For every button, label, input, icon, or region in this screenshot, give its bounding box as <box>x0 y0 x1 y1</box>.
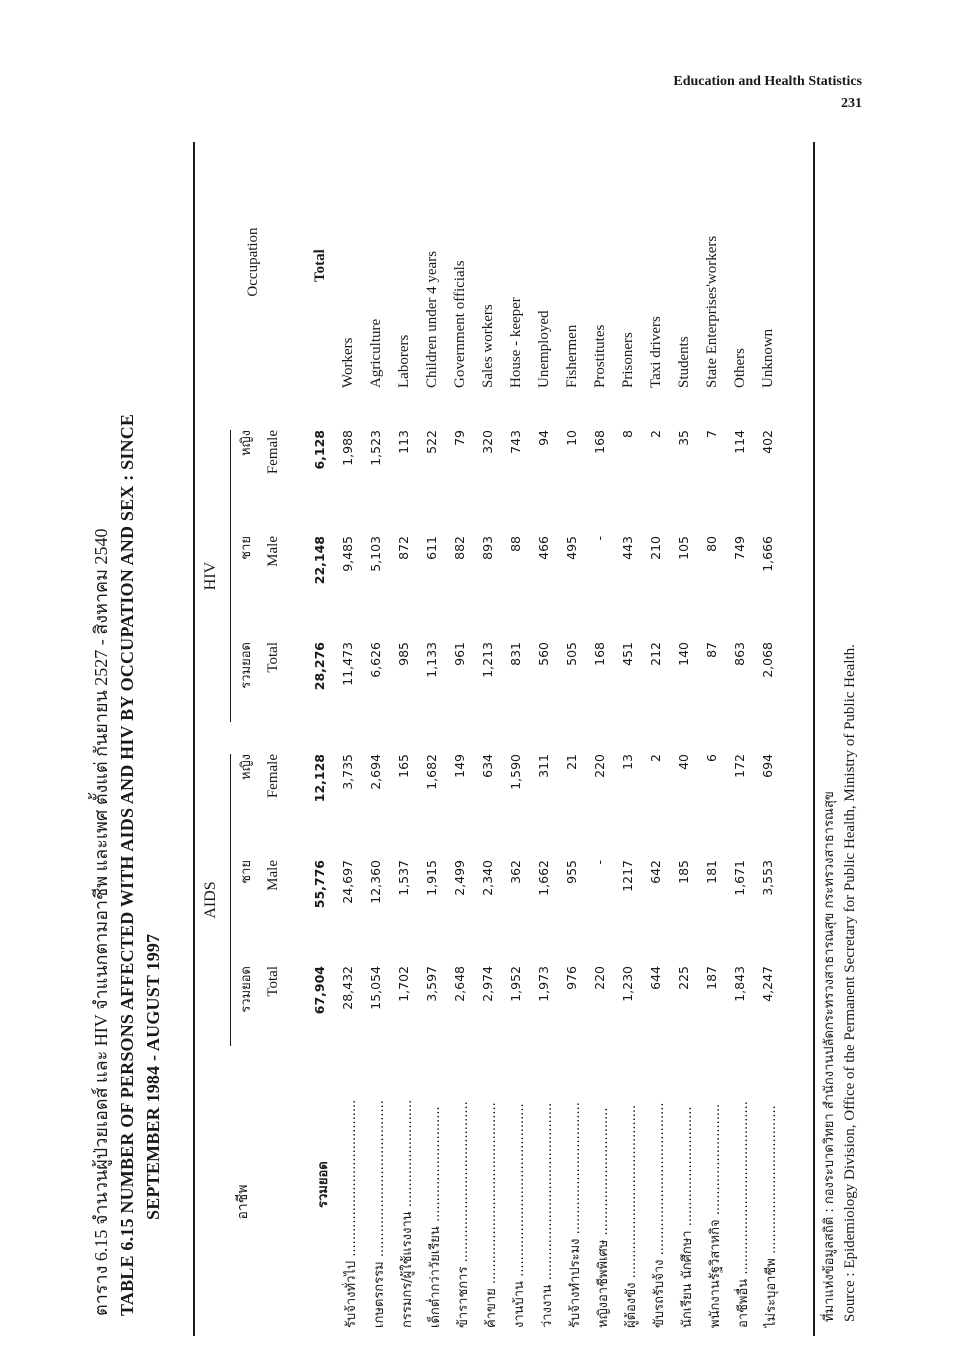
hiv-total-cell: 985 <box>396 642 411 666</box>
hiv-female-cell: 35 <box>676 430 691 446</box>
aids-total-cell: 976 <box>564 966 579 990</box>
aids-female-cell: 694 <box>760 754 775 778</box>
table-row <box>424 142 450 1342</box>
aids-total-cell: 1,973 <box>536 966 551 1002</box>
row-occupation-english: Children under 4 years <box>424 250 440 388</box>
hiv-male-cell: 9,485 <box>340 536 355 572</box>
row-occupation-english: Fishermen <box>564 324 580 388</box>
table-row <box>592 142 618 1342</box>
aids-total-cell: 15,054 <box>368 966 383 1010</box>
hiv-female-cell: 1,988 <box>340 430 355 466</box>
row-occupation-english: Taxi drivers <box>648 316 664 388</box>
aids-female-cell: 1,682 <box>424 754 439 790</box>
hiv-female-cell: 743 <box>508 430 523 454</box>
row-occupation-thai: ค้าขาย ............................................ <box>484 1102 499 1328</box>
table-row <box>480 142 506 1342</box>
row-occupation-english: Total <box>312 249 328 282</box>
hiv-total-cell: 863 <box>732 642 747 666</box>
row-occupation-english: House - keeper <box>508 297 524 388</box>
aids-group-header: AIDS <box>202 881 219 919</box>
hiv-male-cell: 893 <box>480 536 495 560</box>
row-occupation-thai: พนักงานรัฐวิสาหกิจ ........................... <box>708 1103 723 1328</box>
table-row <box>648 142 674 1342</box>
table-row <box>368 142 394 1342</box>
row-occupation-english: Laborers <box>396 334 412 388</box>
hiv-female-header: Female <box>265 430 281 475</box>
row-occupation-thai: ผู้ต้องขัง .......................................... <box>624 1104 639 1328</box>
hiv-male-cell: 749 <box>732 536 747 560</box>
table-row <box>760 142 786 1342</box>
aids-total-cell: 1,702 <box>396 966 411 1002</box>
aids-male-cell: 185 <box>676 860 691 884</box>
hiv-female-cell: 94 <box>536 430 551 446</box>
aids-male-cell: 642 <box>648 860 663 884</box>
table-row <box>732 142 758 1342</box>
aids-total-cell: 2,648 <box>452 966 467 1002</box>
row-occupation-thai: หญิงอาชีพพิเศษ ............................... <box>596 1107 611 1328</box>
table-title-thai: ตาราง 6.15 จำนวนผู้ป่วยเอดส์ และ HIV จำแนกตามอาชีพ และเพศ ตั้งแต่ กันยายน 2527 - สิงหาคม 2540 <box>91 528 111 1316</box>
hiv-male-cell: 495 <box>564 536 579 560</box>
hiv-total-cell: 451 <box>620 642 635 666</box>
aids-total-cell: 3,597 <box>424 966 439 1002</box>
aids-female-thai-header: หญิง <box>239 754 254 780</box>
row-occupation-english: Agriculture <box>368 318 384 388</box>
hiv-male-cell: 210 <box>648 536 663 560</box>
hiv-group-header: HIV <box>202 561 219 591</box>
hiv-total-cell: 831 <box>508 642 523 666</box>
hiv-male-header: Male <box>265 536 281 567</box>
hiv-total-cell: 1,133 <box>424 642 439 678</box>
running-header-section: Education and Health Statistics <box>673 74 862 89</box>
table-title-english-cont: SEPTEMBER 1984 - AUGUST 1997 <box>143 933 163 1220</box>
hiv-total-cell: 961 <box>452 642 467 666</box>
table-row <box>676 142 702 1342</box>
row-occupation-thai: งานบ้าน .......................................... <box>512 1103 527 1328</box>
row-occupation-english: State Enterprises'workers <box>704 235 720 388</box>
hiv-male-cell: 611 <box>424 536 439 560</box>
hiv-male-cell: 466 <box>536 536 551 560</box>
hiv-female-cell: 1,523 <box>368 430 383 466</box>
hiv-total-cell: 87 <box>704 642 719 658</box>
hiv-male-cell: 443 <box>620 536 635 560</box>
aids-female-cell: 220 <box>592 754 607 778</box>
table-row <box>620 142 646 1342</box>
hiv-female-cell: 113 <box>396 430 411 454</box>
row-occupation-english: Unknown <box>760 328 776 388</box>
hiv-male-cell: 105 <box>676 536 691 560</box>
aids-total-cell: 1,952 <box>508 966 523 1002</box>
row-occupation-english: Prostitutes <box>592 324 608 388</box>
aids-male-cell: - <box>592 860 607 865</box>
row-occupation-english: Unemployed <box>536 310 552 388</box>
aids-female-cell: 12,128 <box>312 754 327 803</box>
aids-male-cell: 55,776 <box>312 860 327 909</box>
hiv-total-cell: 168 <box>592 642 607 666</box>
aids-total-cell: 67,904 <box>312 966 327 1015</box>
table-row <box>396 142 422 1342</box>
row-occupation-thai: ข้าราชการ ....................................... <box>456 1101 471 1328</box>
row-occupation-english: Others <box>732 348 748 388</box>
row-occupation-thai: เกษตรกรรม ...................................... <box>372 1100 387 1328</box>
row-occupation-thai: เด็กต่ำกว่าวัยเรียน ............................ <box>428 1106 443 1328</box>
hiv-male-cell: 80 <box>704 536 719 552</box>
table-top-rule <box>193 142 195 1336</box>
hiv-total-cell: 11,473 <box>340 642 355 686</box>
row-occupation-english: Sales workers <box>480 304 496 388</box>
aids-male-thai-header: ชาย <box>239 860 254 884</box>
source-notes <box>812 644 872 1342</box>
aids-male-cell: 181 <box>704 860 719 884</box>
hiv-female-cell: 522 <box>424 430 439 454</box>
hiv-female-cell: 320 <box>480 430 495 454</box>
table-row <box>704 142 730 1342</box>
hiv-total-cell: 6,626 <box>368 642 383 678</box>
aids-total-cell: 2,974 <box>480 966 495 1002</box>
aids-male-cell: 2,340 <box>480 860 495 896</box>
table-row <box>452 142 478 1342</box>
hiv-female-cell: 7 <box>704 430 719 438</box>
aids-male-cell: 3,553 <box>760 860 775 896</box>
aids-male-cell: 1,537 <box>396 860 411 896</box>
table-row <box>508 142 534 1342</box>
table-row <box>340 142 366 1342</box>
aids-female-header: Female <box>265 754 281 799</box>
hiv-male-cell: 88 <box>508 536 523 552</box>
aids-male-cell: 1,915 <box>424 860 439 896</box>
aids-female-cell: 13 <box>620 754 635 770</box>
hiv-total-header: Total <box>265 642 281 673</box>
occupation-english-header: Occupation <box>245 227 261 297</box>
table-row-total <box>312 142 338 1342</box>
row-occupation-english: Students <box>676 336 692 388</box>
aids-female-cell: 172 <box>732 754 747 778</box>
row-occupation-thai: รับจ้างทำประมง ................................ <box>568 1102 583 1328</box>
aids-male-cell: 362 <box>508 860 523 884</box>
table-row <box>536 142 562 1342</box>
aids-female-cell: 165 <box>396 754 411 778</box>
aids-male-header: Male <box>265 860 281 891</box>
hiv-total-cell: 2,068 <box>760 642 775 678</box>
rotated-table-page <box>80 142 810 1342</box>
table-bottom-rule <box>813 142 815 1336</box>
aids-female-cell: 3,735 <box>340 754 355 790</box>
aids-male-cell: 1217 <box>620 860 635 892</box>
hiv-female-cell: 402 <box>760 430 775 454</box>
row-occupation-thai: ขับรถรับจ้าง ..................................... <box>652 1102 667 1328</box>
aids-group-rule <box>230 754 231 1046</box>
aids-male-cell: 955 <box>564 860 579 884</box>
hiv-female-cell: 10 <box>564 430 579 446</box>
hiv-female-thai-header: หญิง <box>239 430 254 456</box>
aids-male-cell: 12,360 <box>368 860 383 904</box>
table-titles <box>88 156 166 1316</box>
aids-female-cell: 634 <box>480 754 495 778</box>
hiv-male-thai-header: ชาย <box>239 536 254 560</box>
hiv-female-cell: 79 <box>452 430 467 446</box>
aids-female-cell: 2,694 <box>368 754 383 790</box>
row-occupation-thai: ว่างงาน ........................................... <box>540 1102 555 1328</box>
row-occupation-thai: อาชีพอื่น .......................................... <box>736 1101 751 1328</box>
source-english: Source : Epidemiology Division, Office of the Permanent Secretary for Public Health, Ministry of Public Health. <box>842 644 858 1322</box>
table-row <box>564 142 590 1342</box>
hiv-total-thai-header: รวมยอด <box>239 642 254 689</box>
row-occupation-thai: นักเรียน นักศึกษา ............................. <box>680 1106 695 1328</box>
hiv-male-cell: 872 <box>396 536 411 560</box>
aids-female-cell: 149 <box>452 754 467 778</box>
hiv-male-cell: 22,148 <box>312 536 327 585</box>
hiv-male-cell: 882 <box>452 536 467 560</box>
aids-female-cell: 1,590 <box>508 754 523 790</box>
aids-male-cell: 1,662 <box>536 860 551 896</box>
source-thai: ที่มาแห่งข้อมูลสถิติ : กองระบาดวิทยา สำนักงานปลัดกระทรวงสาธารณสุข กระทรวงสาธารณสุข <box>822 791 837 1322</box>
hiv-female-cell: 168 <box>592 430 607 454</box>
hiv-male-cell: - <box>592 536 607 541</box>
aids-male-cell: 1,671 <box>732 860 747 896</box>
hiv-total-cell: 1,213 <box>480 642 495 678</box>
table-title-english: TABLE 6.15 NUMBER OF PERSONS AFFECTED WITH AIDS AND HIV BY OCCUPATION AND SEX : SINCE <box>117 413 137 1316</box>
aids-total-cell: 4,247 <box>760 966 775 1002</box>
aids-total-cell: 1,843 <box>732 966 747 1002</box>
aids-total-cell: 644 <box>648 966 663 990</box>
aids-total-cell: 220 <box>592 966 607 990</box>
page-number: 231 <box>841 96 862 111</box>
aids-female-cell: 40 <box>676 754 691 770</box>
row-occupation-english: Prisoners <box>620 332 636 388</box>
hiv-male-cell: 1,666 <box>760 536 775 572</box>
hiv-total-cell: 212 <box>648 642 663 666</box>
hiv-male-cell: 5,103 <box>368 536 383 572</box>
occupation-thai-header: อาชีพ <box>235 1184 251 1220</box>
hiv-female-cell: 114 <box>732 430 747 454</box>
hiv-total-cell: 28,276 <box>312 642 327 691</box>
aids-total-cell: 225 <box>676 966 691 990</box>
aids-male-cell: 24,697 <box>340 860 355 904</box>
hiv-group-rule <box>230 430 231 722</box>
row-occupation-thai: ไม่ระบุอาชีพ .................................... <box>764 1105 779 1328</box>
aids-female-cell: 311 <box>536 754 551 778</box>
hiv-female-cell: 8 <box>620 430 635 438</box>
aids-total-cell: 28,432 <box>340 966 355 1010</box>
row-occupation-thai: รับจ้างทั่วไป ...................................... <box>344 1099 359 1328</box>
hiv-total-cell: 560 <box>536 642 551 666</box>
aids-total-header: Total <box>265 966 281 997</box>
aids-total-thai-header: รวมยอด <box>239 966 254 1013</box>
hiv-total-cell: 505 <box>564 642 579 666</box>
aids-total-cell: 187 <box>704 966 719 990</box>
aids-male-cell: 2,499 <box>452 860 467 896</box>
aids-female-cell: 2 <box>648 754 663 762</box>
aids-female-cell: 21 <box>564 754 579 770</box>
row-occupation-thai: รวมยอด <box>316 1161 331 1208</box>
aids-total-cell: 1,230 <box>620 966 635 1002</box>
row-occupation-english: Government officials <box>452 260 468 388</box>
hiv-total-cell: 140 <box>676 642 691 666</box>
hiv-female-cell: 2 <box>648 430 663 438</box>
aids-female-cell: 6 <box>704 754 719 762</box>
row-occupation-english: Workers <box>340 337 356 388</box>
hiv-female-cell: 6,128 <box>312 430 327 470</box>
row-occupation-thai: กรรมกร/ผู้ใช้แรงงาน .......................... <box>400 1099 415 1328</box>
